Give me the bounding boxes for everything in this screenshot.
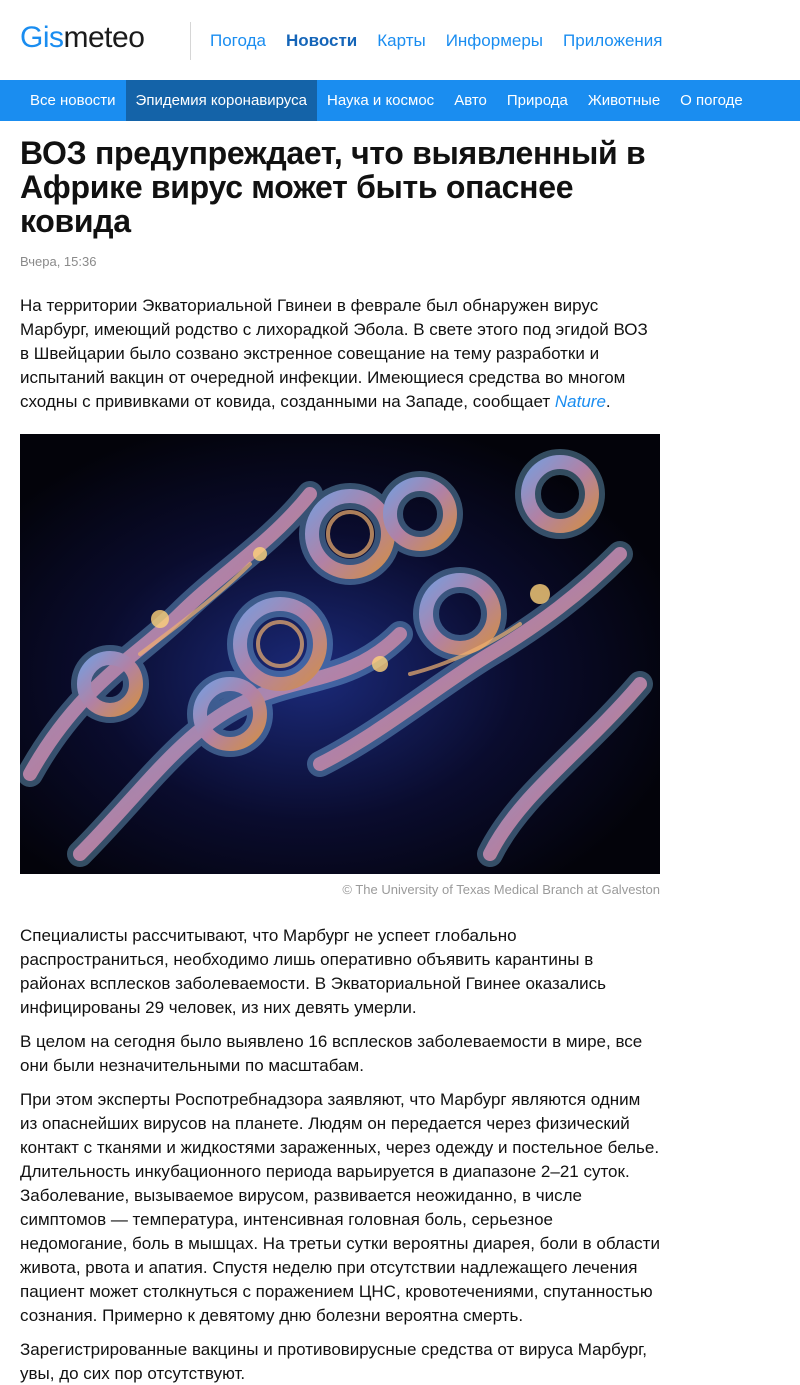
subnav-nature[interactable]: Природа: [506, 92, 568, 109]
lead-text: На территории Экваториальной Гвинеи в феврале был обнаружен вирус Марбург, имеющий родство с лихорадкой Эбола. В свете этого под эгидой ВОЗ в Швейцарии было созвано экстренное совещание на тему разработки и испытаний вакцин от очередной инфекции. Имеющиеся средства во многом сходны с прививками от ковида, созданными на Западе, сообщает: [20, 296, 648, 411]
site-header: [0, 0, 800, 80]
article-date: Вчера, 15:36: [20, 254, 97, 269]
subnav-animals[interactable]: Животные: [587, 92, 661, 109]
image-caption: © The University of Texas Medical Branch at Galveston: [342, 882, 660, 897]
article-paragraph: Зарегистрированные вакцины и противовирусные средства от вируса Марбург, увы, до сих пор отсутствуют.: [20, 1340, 648, 1383]
gismeteo-logo[interactable]: [20, 20, 144, 56]
nav-informers[interactable]: Информеры: [445, 31, 544, 50]
subnav-about-weather[interactable]: О погоде: [680, 92, 743, 109]
article-paragraph: Специалисты рассчитывают, что Марбург не успеет глобально распространиться, необходимо лишь оперативно объявить карантины в районах всплесков заболеваемости. В Экваториальной Гвинее оказались инфицированы 29 человек, из них девять умерли.: [20, 926, 607, 1017]
news-category-nav: [0, 80, 800, 121]
nature-link[interactable]: Nature: [554, 392, 606, 411]
virus-microscope-image: [20, 434, 660, 874]
article-paragraph: В целом на сегодня было выявлено 16 всплесков заболеваемости в мире, все они были незначительными по масштабам.: [20, 1032, 643, 1075]
logo-meteo: meteo: [63, 21, 145, 54]
article: [20, 136, 660, 1385]
main-nav: [210, 30, 683, 52]
logo-gis: Gis: [20, 21, 64, 54]
article-lead: [20, 294, 660, 414]
nav-apps[interactable]: Приложения: [563, 31, 663, 50]
subnav-auto[interactable]: Авто: [454, 92, 487, 109]
nav-weather[interactable]: Погода: [210, 31, 266, 50]
header-divider: [190, 22, 191, 60]
subnav-coronavirus[interactable]: Эпидемия коронавируса: [126, 80, 317, 121]
article-paragraph: При этом эксперты Роспотребнадзора заявляют, что Марбург являются одним из опаснейших вирусов на планете. Людям он передается через физический контакт с тканями и жидкостями зараженных, через одежду и постельное белье. Длительность инкубационного периода варьируется в диапазоне 2–21 суток. Заболевание, вызываемое вирусом, развивается неожиданно, в числе симптомов — температура, интенсивная головная боль, серьезное недомогание, боль в мышцах. На третьи сутки вероятны диарея, боли в области живота, рвота и апатия. Спустя неделю при отсутствии надлежащего лечения пациент может столкнуться с поражением ЦНС, кровотечениями, спутанностью сознания. Примерно к девятому дню болезни вероятна смерть.: [20, 1090, 660, 1325]
subnav-all-news[interactable]: Все новости: [30, 92, 116, 109]
article-body: [20, 924, 660, 1385]
subnav-science[interactable]: Наука и космос: [327, 92, 435, 109]
article-title: ВОЗ предупреждает, что выявленный в Африке вирус может быть опаснее ковида: [20, 135, 646, 239]
lead-end: .: [605, 392, 611, 411]
nav-news[interactable]: Новости: [285, 31, 358, 50]
nav-maps[interactable]: Карты: [377, 31, 426, 50]
